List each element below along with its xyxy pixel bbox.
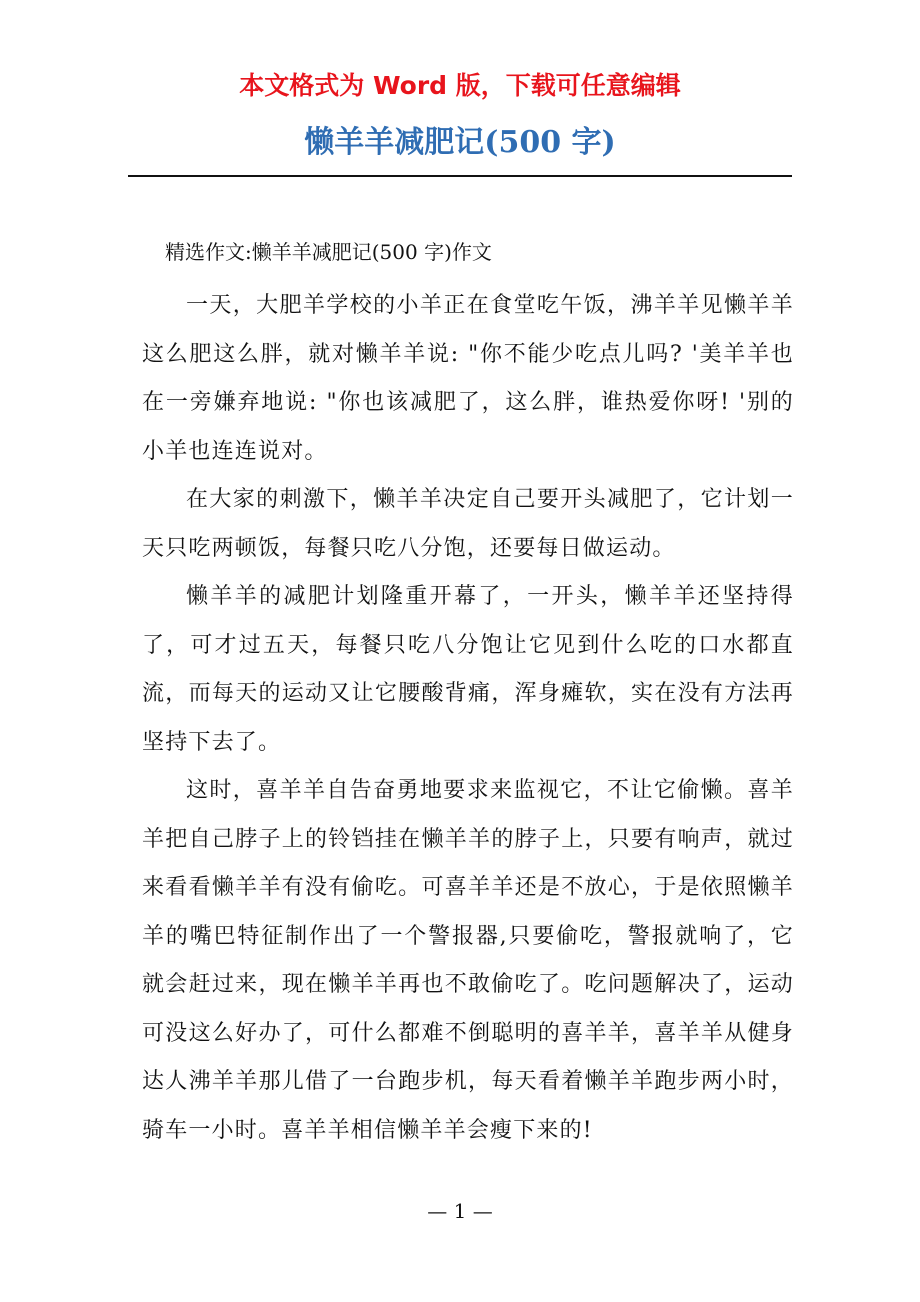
article-body — [142, 282, 794, 1155]
paragraph-4: 这时，喜羊羊自告奋勇地要求来监视它，不让它偷懒。喜羊羊把自己脖子上的铃铛挂在懒羊羊的脖子上，只要有响声，就过来看看懒羊羊有没有偷吃。可喜羊羊还是不放心，于是依照懒羊羊的嘴巴特征制作出了一个警报器,只要偷吃，警报就响了，它就会赶过来，现在懒羊羊再也不敢偷吃了。吃问题解决了，运动可没这么好办了，可什么都难不倒聪明的喜羊羊，喜羊羊从健身达人沸羊羊那儿借了一台跑步机，每天看着懒羊羊跑步两小时，骑车一小时。喜羊羊相信懒羊羊会瘦下来的! — [142, 778, 794, 1143]
page-number: — 1 — — [427, 1199, 493, 1223]
paragraph-1: 一天，大肥羊学校的小羊正在食堂吃午饭，沸羊羊见懒羊羊这么肥这么胖，就对懒羊羊说: "你不能少吃点儿吗? '美羊羊也在一旁嫌弃地说: "你也该减肥了，这么胖，谁热爱你呀! '别的小羊也连连说对。 — [142, 293, 794, 464]
header-divider — [128, 175, 792, 177]
article-subtitle: 精选作文:懒羊羊减肥记(500 字)作文 — [165, 240, 492, 264]
paragraph-3: 懒羊羊的减肥计划隆重开幕了，一开头，懒羊羊还坚持得了，可才过五天，每餐只吃八分饱让它见到什么吃的口水都直流，而每天的运动又让它腰酸背痛，浑身瘫软，实在没有方法再坚持下去了。 — [142, 584, 794, 755]
document-title: 懒羊羊减肥记(500 字) — [304, 125, 616, 160]
paragraph-2: 在大家的刺激下，懒羊羊决定自己要开头减肥了，它计划一天只吃两顿饭，每餐只吃八分饱，还要每日做运动。 — [142, 487, 794, 561]
format-notice: 本文格式为 Word 版，下载可任意编辑 — [239, 71, 681, 100]
